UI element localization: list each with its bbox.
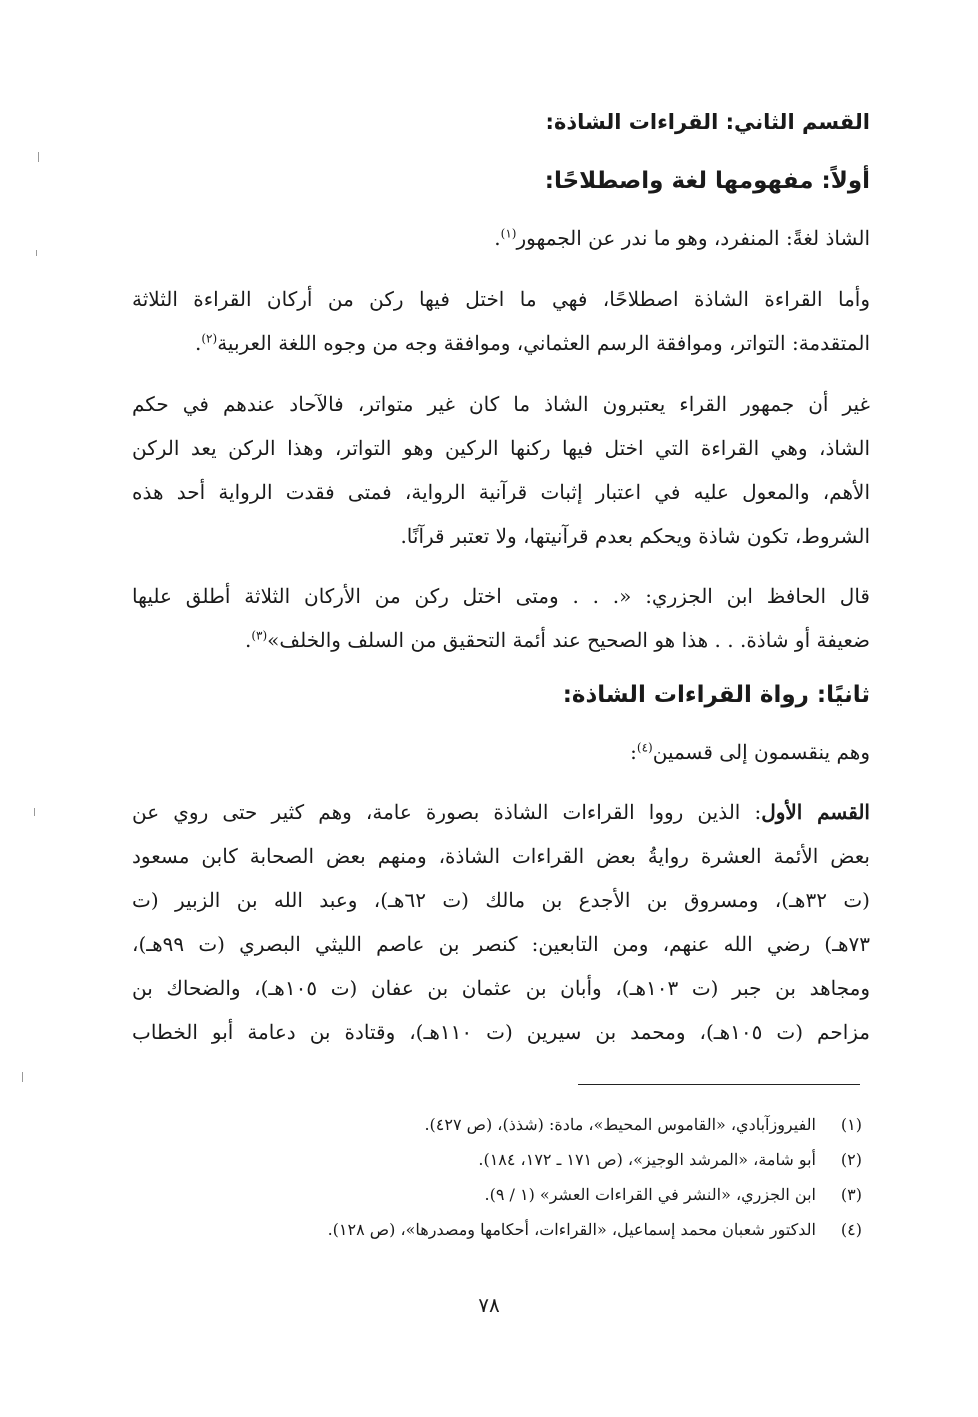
footnote-number: (٣) [840, 1185, 862, 1204]
footnote-item [122, 1142, 862, 1177]
scan-speck [22, 1072, 23, 1082]
footnote-ref: (١) [500, 226, 517, 241]
paragraph-quote [132, 574, 870, 662]
footnote-separator [578, 1084, 860, 1085]
text-line: القسم الأول: الذين رووا القراءات الشاذة بصورة عامة، وهم كثير حتى روي عن [132, 800, 870, 824]
division-sentence [132, 730, 870, 774]
text-line: بعض الأئمة العشرة روايةُ بعض القراءات الشاذة، ومنهم بعض الصحابة كابن مسعود [132, 844, 870, 868]
footnote-text: ابن الجزري، «النشر في القراءات العشر» (١ / ٩). [484, 1185, 816, 1204]
text-line: مزاحم (ت ١٠٥هـ)، ومحمد بن سيرين (ت ١١٠هـ)، وقتادة بن دعامة أبو الخطاب [132, 1020, 870, 1044]
text-line: الأهم، والمعول عليه في اعتبار إثبات قرآنية الرواية، فمتى فقدت الرواية أحد هذه [132, 480, 870, 504]
text-line: الشاذ، وهي القراءة التي اختل فيها ركنها الركين وهو التواتر، وهذا الركن يعد الركن [132, 436, 870, 460]
footnote-text: الفيروزآبادي، «القاموس المحيط»، مادة: (شذذ)، (ص ٤٢٧). [424, 1115, 816, 1134]
paragraph-majority [132, 382, 870, 558]
page-number: ٧٨ [478, 1293, 500, 1317]
subheading-definition: أولاً: مفهومها لغة واصطلاحًا: [544, 168, 870, 194]
text-line: الشاذ لغةً: المنفرد، وهو ما ندر عن الجمهور$^{(١)}$. [494, 226, 870, 250]
text-line: المتقدمة: التواتر، وموافقة الرسم العثماني، وموافقة وجه من وجوه اللغة العربية$^{(٢)}$. [195, 331, 870, 355]
footnote-ref: (٣) [251, 628, 268, 643]
footnote-number: (١) [840, 1115, 862, 1134]
section-heading: القسم الثاني: القراءات الشاذة: [545, 110, 870, 134]
text-line: ٧٣هـ) رضي الله عنهم، ومن التابعين: كنصر بن عاصم الليثي البصري (ت ٩٩هـ)، [132, 932, 870, 956]
paragraph-part-one [132, 790, 870, 1054]
footnote-ref: (٢) [201, 331, 218, 346]
footnote-item [122, 1212, 862, 1247]
paragraph-definition [132, 277, 870, 365]
part-one-label: القسم الأول [761, 800, 870, 824]
lexical-definition [132, 216, 870, 260]
footnote-ref: (٤) [636, 740, 653, 755]
scan-speck [38, 152, 39, 162]
text-line: الشروط، تكون شاذة ويحكم بعدم قرآنيتها، ولا تعتبر قرآنًا. [400, 524, 870, 548]
scan-speck [36, 250, 37, 256]
text-line: ضعيفة أو شاذة. . . هذا هو الصحيح عند أئمة التحقيق من السلف والخلف»$^{(٣)}$. [244, 628, 870, 652]
footnote-number: (٢) [840, 1150, 862, 1169]
footnote-text: الدكتور شعبان محمد إسماعيل، «القراءات، أحكامها ومصدرها»، (ص ١٢٨). [327, 1220, 816, 1239]
text-line: غير أن جمهور القراء يعتبرون الشاذ ما كان غير متواتر، فالآحاد عندهم في حكم [132, 392, 870, 416]
subheading-narrators: ثانيًا: رواة القراءات الشاذة: [562, 682, 870, 708]
text-line: (ت ٣٢هـ)، ومسروق بن الأجدع بن مالك (ت ٦٢هـ)، وعبد الله بن الزبير (ت [132, 888, 870, 912]
text-line: ومجاهد بن جبر (ت ١٠٣هـ)، وأبان بن عثمان بن عفان (ت ١٠٥هـ)، والضحاك بن [132, 976, 870, 1000]
text-line: وهم ينقسمون إلى قسمين$^{(٤)}$: [630, 740, 870, 764]
text-line: وأما القراءة الشاذة اصطلاحًا، فهي ما اختل فيها ركن من أركان القراءة الثلاثة [132, 287, 870, 311]
footnotes [122, 1107, 862, 1247]
footnote-text: أبو شامة، «المرشد الوجيز»، (ص ١٧١ ـ ١٧٢، ١٨٤). [478, 1150, 816, 1169]
footnote-item [122, 1177, 862, 1212]
footnote-item [122, 1107, 862, 1142]
scan-speck [34, 808, 35, 816]
footnote-number: (٤) [840, 1220, 862, 1239]
text-line: قال الحافظ ابن الجزري: «. . . ومتى اختل ركن من الأركان الثلاثة أطلق عليها [132, 584, 870, 608]
